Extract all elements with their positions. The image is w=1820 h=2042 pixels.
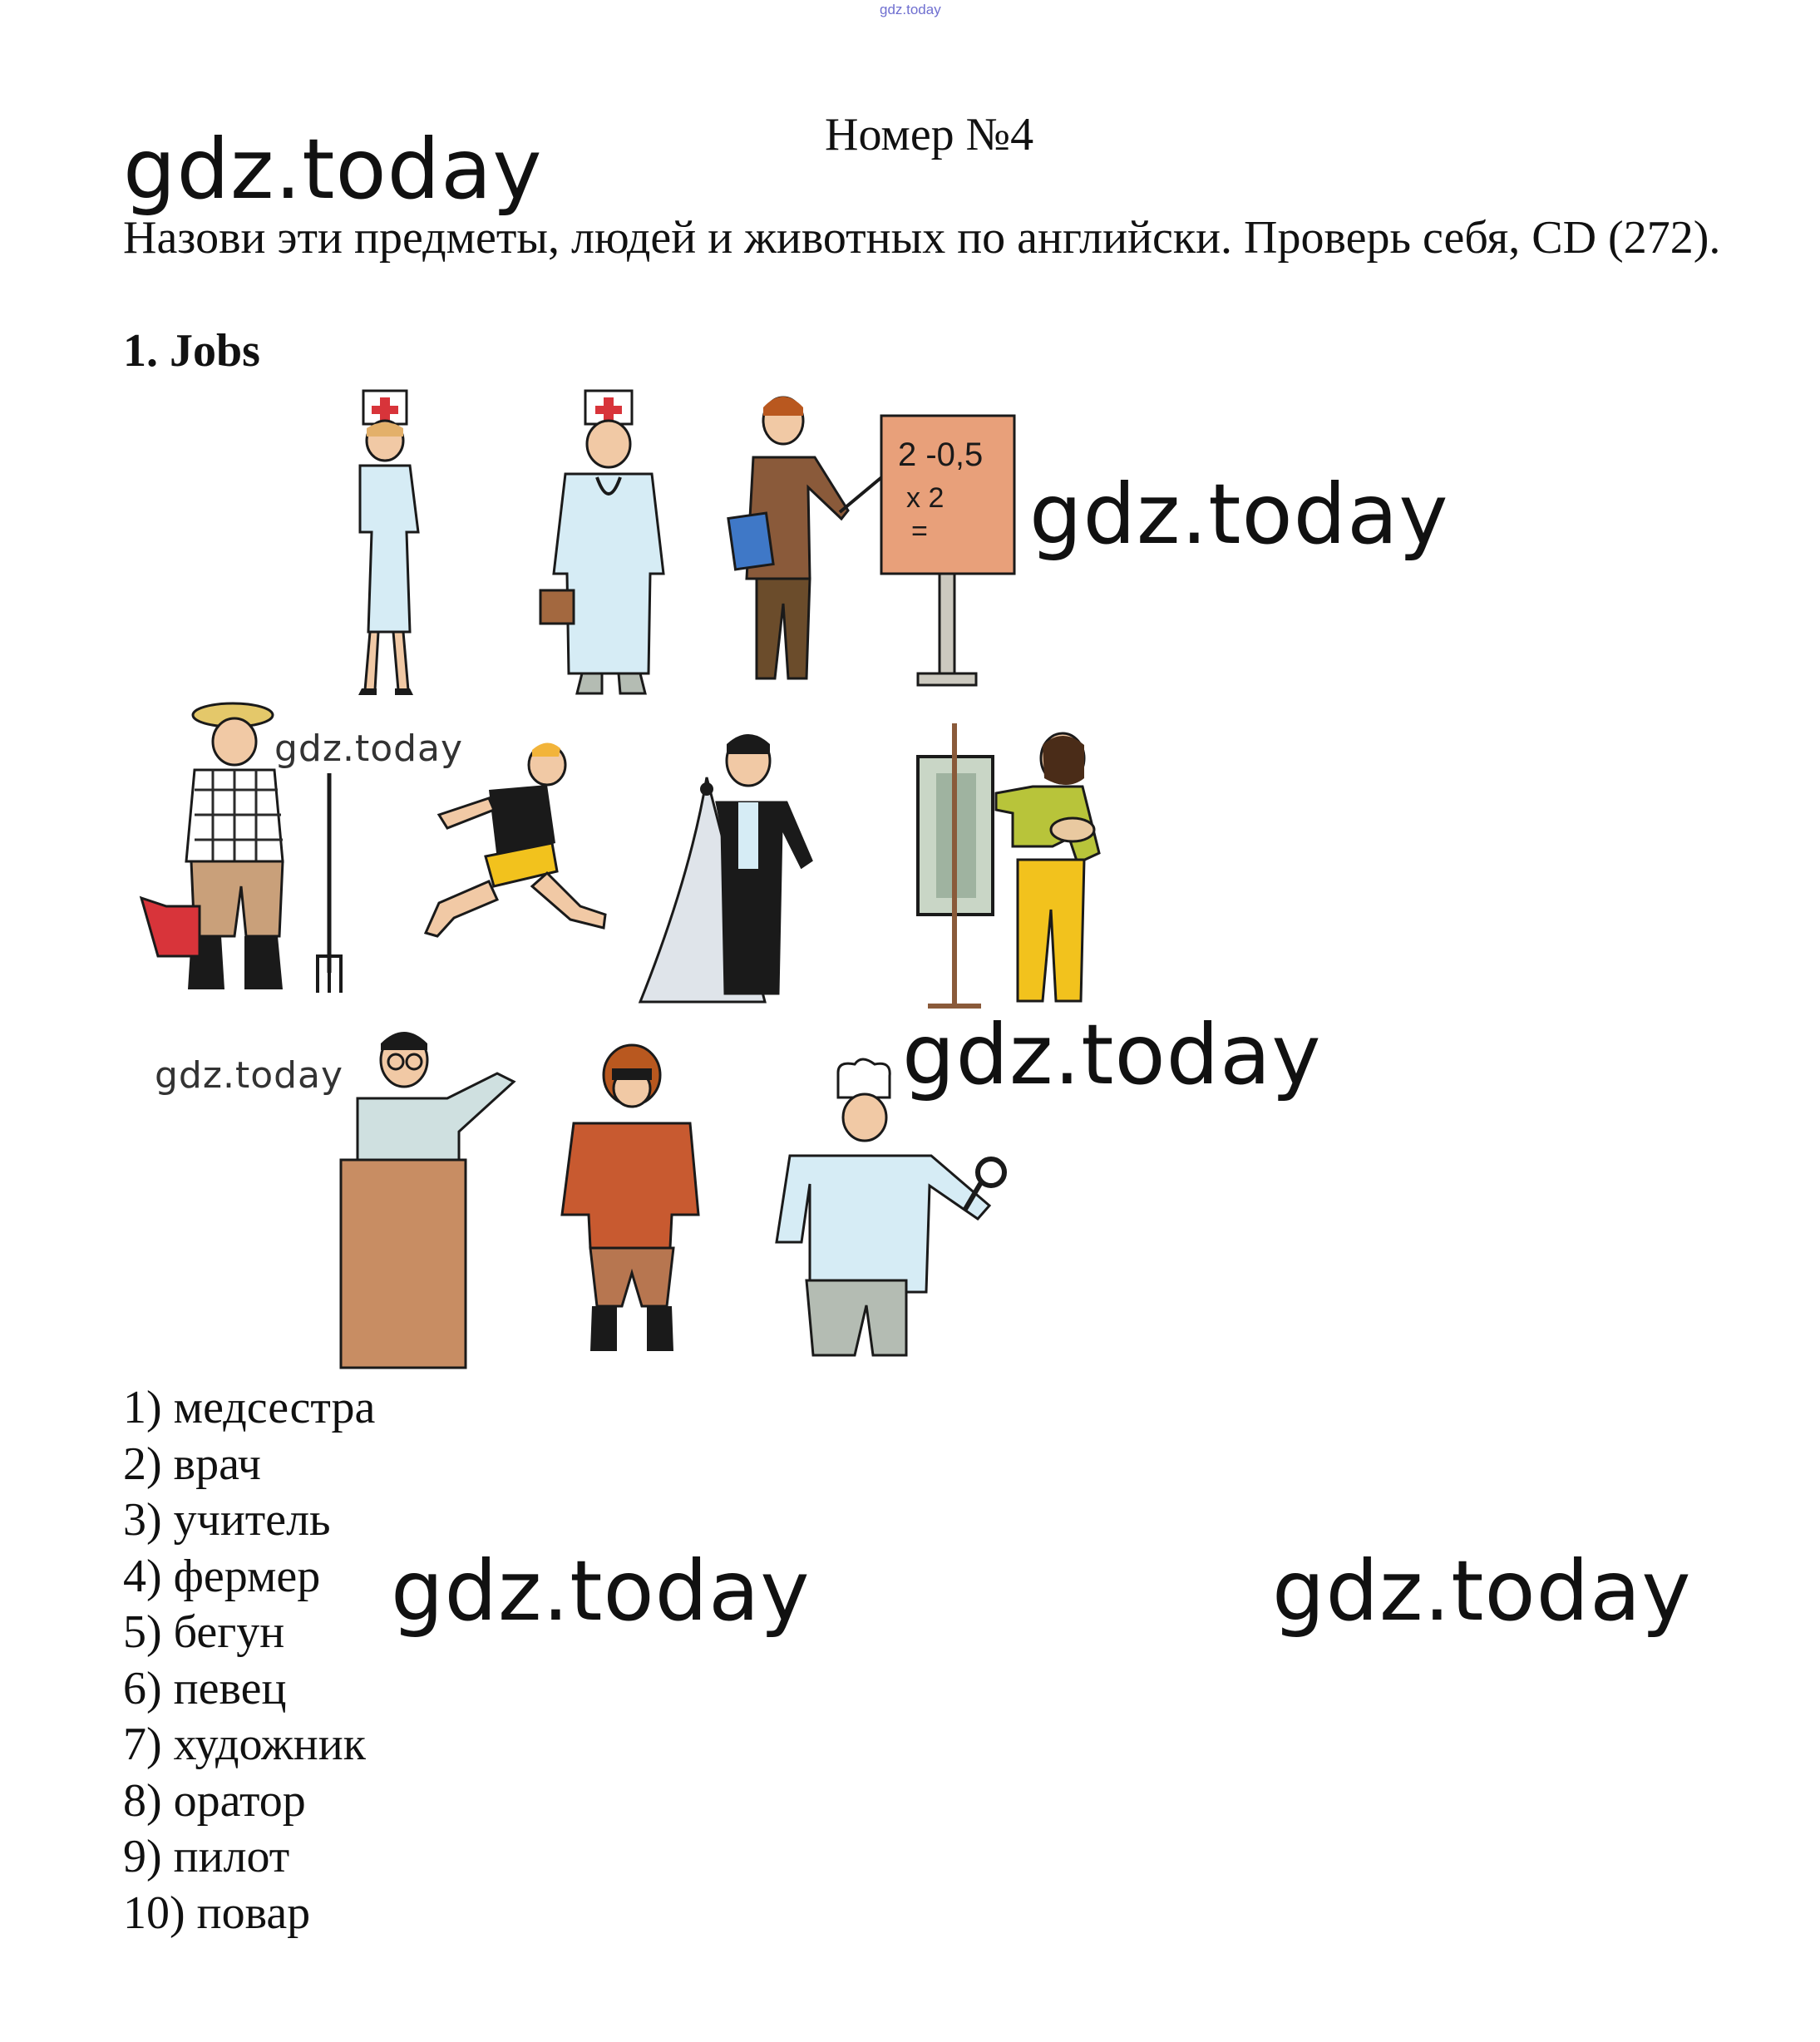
page-title: Номер №4 xyxy=(825,109,1034,160)
cook-figure xyxy=(773,1064,1006,1372)
watermark-logo: gdz.today xyxy=(1029,466,1449,563)
section-heading: 1. Jobs xyxy=(123,325,260,377)
board-text-bottom: x 2 xyxy=(906,482,945,514)
speaker-figure xyxy=(333,1027,532,1376)
doctor-figure xyxy=(532,391,682,698)
answer-item: 2) врач xyxy=(123,1438,261,1490)
top-watermark: gdz.today xyxy=(880,2,941,17)
watermark-logo: gdz.today xyxy=(274,728,464,770)
watermark-logo: gdz.today xyxy=(391,1542,811,1640)
watermark-logo: gdz.today xyxy=(123,121,543,218)
answer-item: 3) учитель xyxy=(123,1494,331,1546)
watermark-logo: gdz.today xyxy=(902,1006,1322,1103)
answer-item: 10) повар xyxy=(123,1887,311,1939)
teacher-figure xyxy=(715,391,1031,698)
answer-item: 9) пилот xyxy=(123,1831,290,1882)
instruction-text: Назови эти предметы, людей и животных по английски. Проверь себя, CD (272). xyxy=(123,212,1721,264)
singer-figure xyxy=(640,728,840,1010)
answer-list xyxy=(123,1380,375,1941)
answer-item: 6) певец xyxy=(123,1662,287,1714)
board-text-top: 2 -0,5 xyxy=(898,437,984,473)
pilot-figure xyxy=(557,1043,707,1359)
nurse-figure xyxy=(337,391,437,698)
board-text-eq: = xyxy=(911,515,928,547)
answer-item: 7) художник xyxy=(123,1719,366,1770)
answer-item: 8) оратор xyxy=(123,1774,306,1827)
watermark-logo: gdz.today xyxy=(155,1054,344,1097)
painter-figure xyxy=(906,723,1114,1014)
answer-item: 4) фермер xyxy=(123,1550,321,1602)
runner-figure xyxy=(406,740,622,948)
answer-item: 1) медсестра xyxy=(123,1382,376,1433)
answer-item: 5) бегун xyxy=(123,1606,285,1658)
watermark-logo: gdz.today xyxy=(1272,1542,1692,1640)
